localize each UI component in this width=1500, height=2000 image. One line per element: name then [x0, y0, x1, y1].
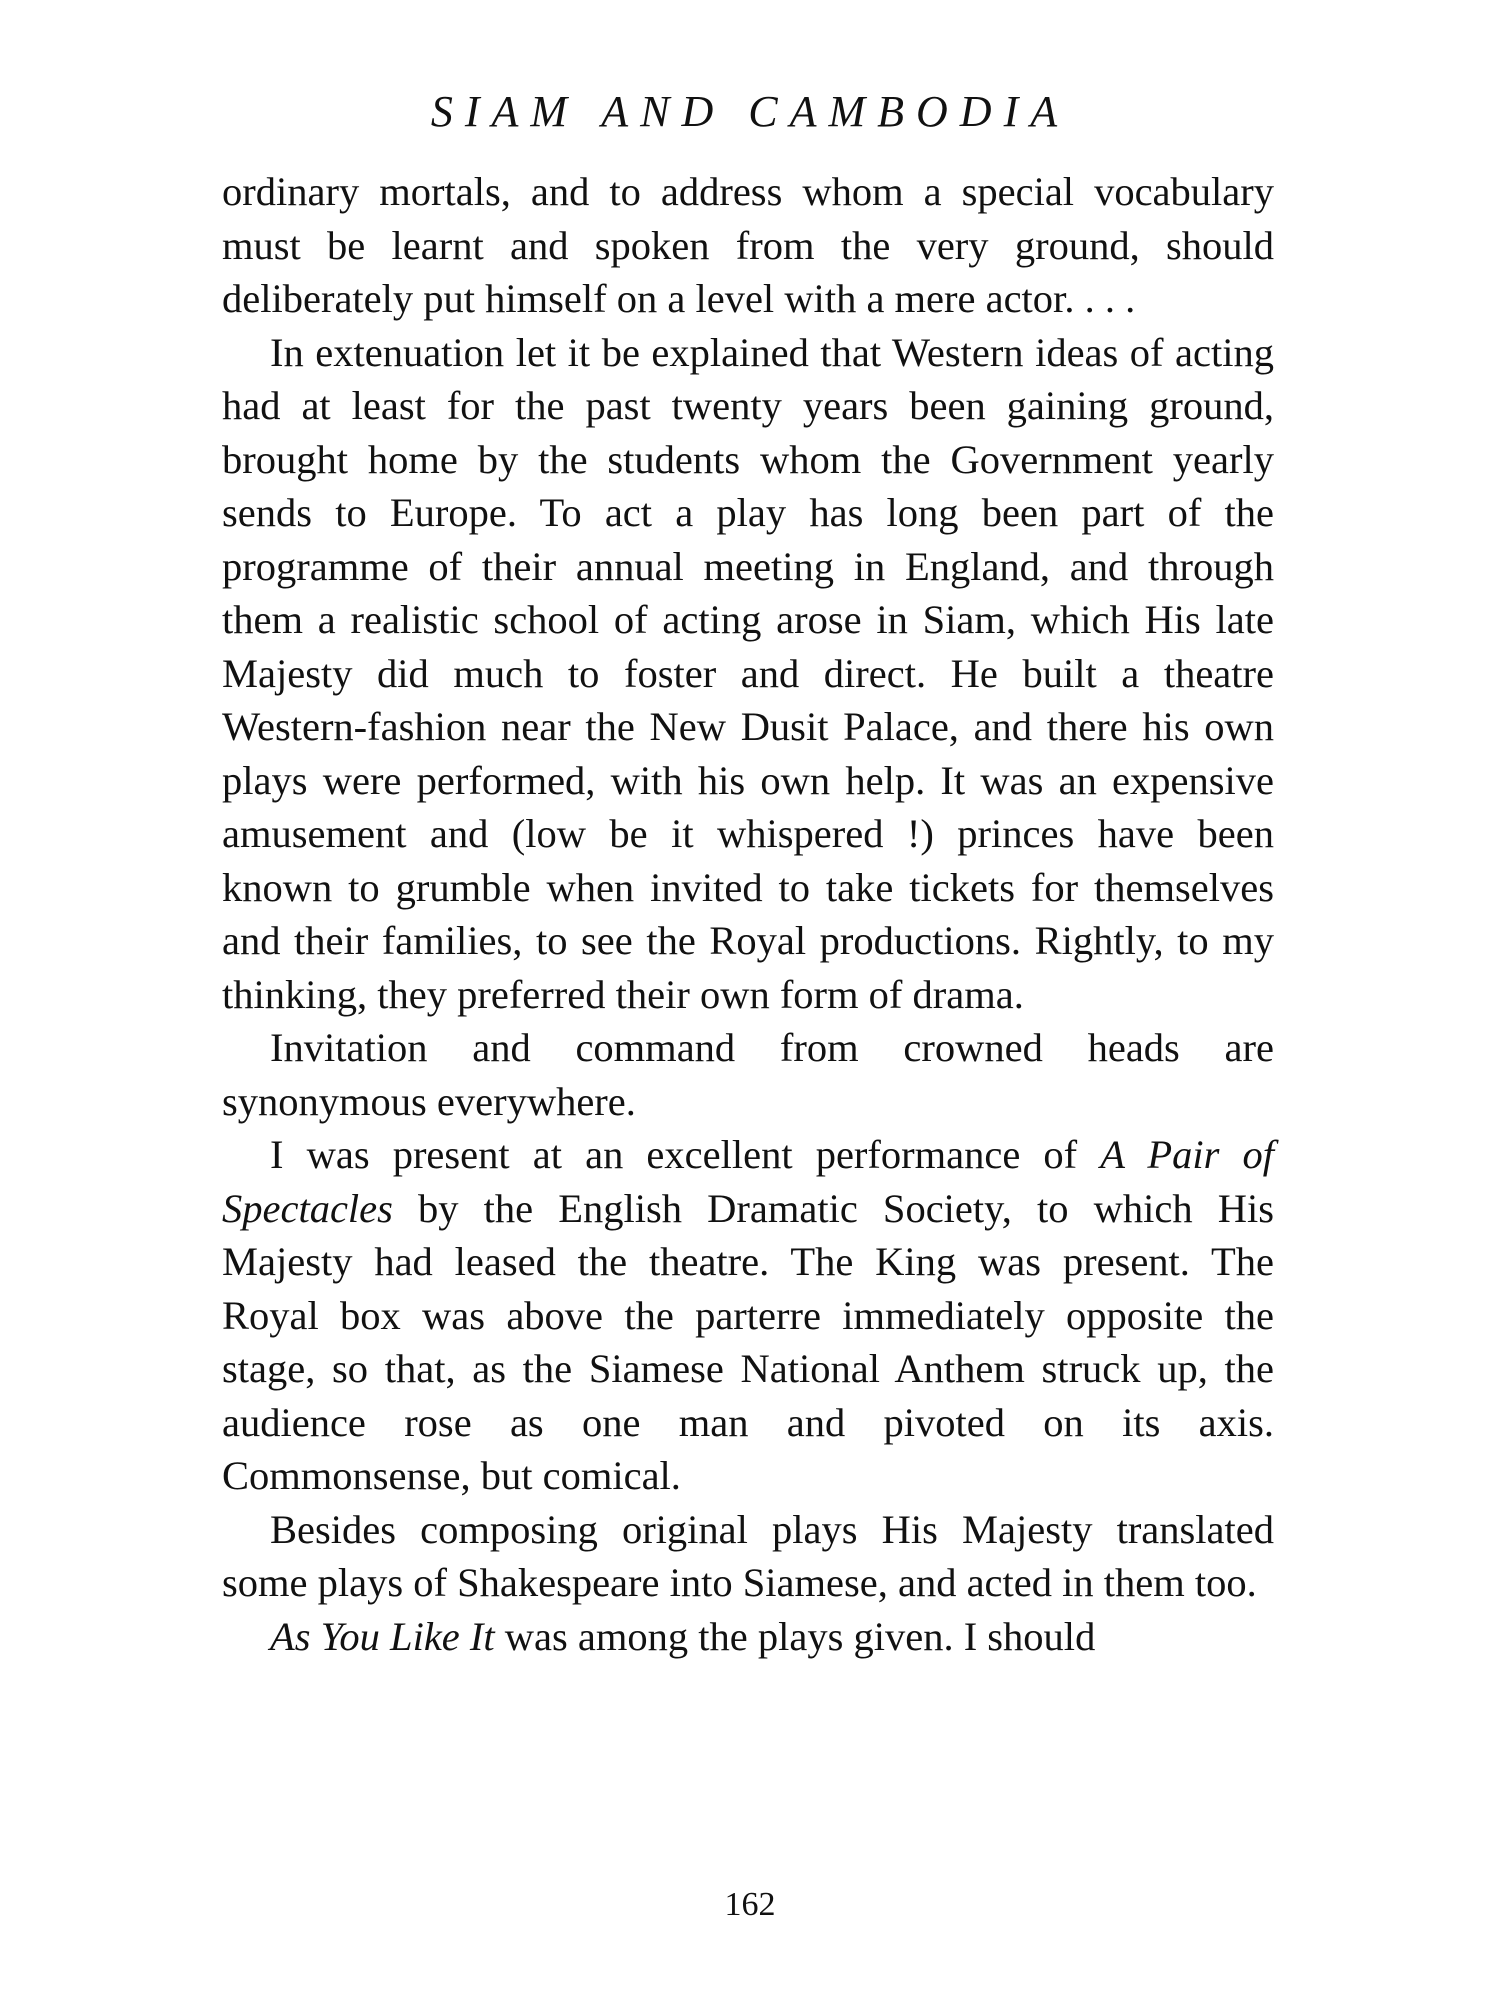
- body-text: [222, 165, 1274, 1663]
- paragraph-text: by the English Dramatic Society, to which His Majesty had leased the theatre. The King was present. The Royal box was above the parterre immediately opposite the stage, so that, as the Siamese National Anthem struck up, the audience rose as one man and pivoted on its axis. Commonsense, but comical.: [222, 1185, 1274, 1498]
- paragraph-shakespeare: Besides composing original plays His Majesty translated some plays of Shakespeare into Siamese, and acted in them too.: [222, 1506, 1274, 1605]
- paragraph-text: I was present at an excellent performance of: [270, 1132, 1101, 1177]
- paragraph-continuation: ordinary mortals, and to address whom a special vocabulary must be learnt and spoken from the very ground, should deliberately put himself on a level with a mere actor. . . .: [222, 169, 1274, 321]
- paragraph-as-you-like-it: [222, 1610, 1274, 1664]
- paragraph-invitation: Invitation and command from crowned heads are synonymous everywhere.: [222, 1025, 1274, 1124]
- page-number: 162: [724, 1886, 776, 1923]
- paragraph-western-acting: In extenuation let it be explained that Western ideas of acting had at least for the past twenty years been gaining ground, brought home by the students whom the Government yearly sends to Europe. To act a play has long been part of the programme of their annual meeting in England, and through them a realistic school of acting arose in Siam, which His late Majesty did much to foster and direct. He built a theatre Western-fashion near the New Dusit Palace, and there his own plays were performed, with his own help. It was an expensive amusement and (low be it whispered !) princes have been known to grumble when invited to take tickets for themselves and their families, to see the Royal productions. Rightly, to my thinking, they preferred their own form of drama.: [222, 329, 1274, 1017]
- paragraph-text: was among the plays given. I should: [494, 1613, 1096, 1659]
- play-title: A Pair of Spectacles: [222, 1132, 1274, 1231]
- paragraph-performance: [222, 1128, 1274, 1503]
- running-head: SIAM AND CAMBODIA: [430, 87, 1070, 136]
- play-title: As You Like It: [270, 1613, 495, 1659]
